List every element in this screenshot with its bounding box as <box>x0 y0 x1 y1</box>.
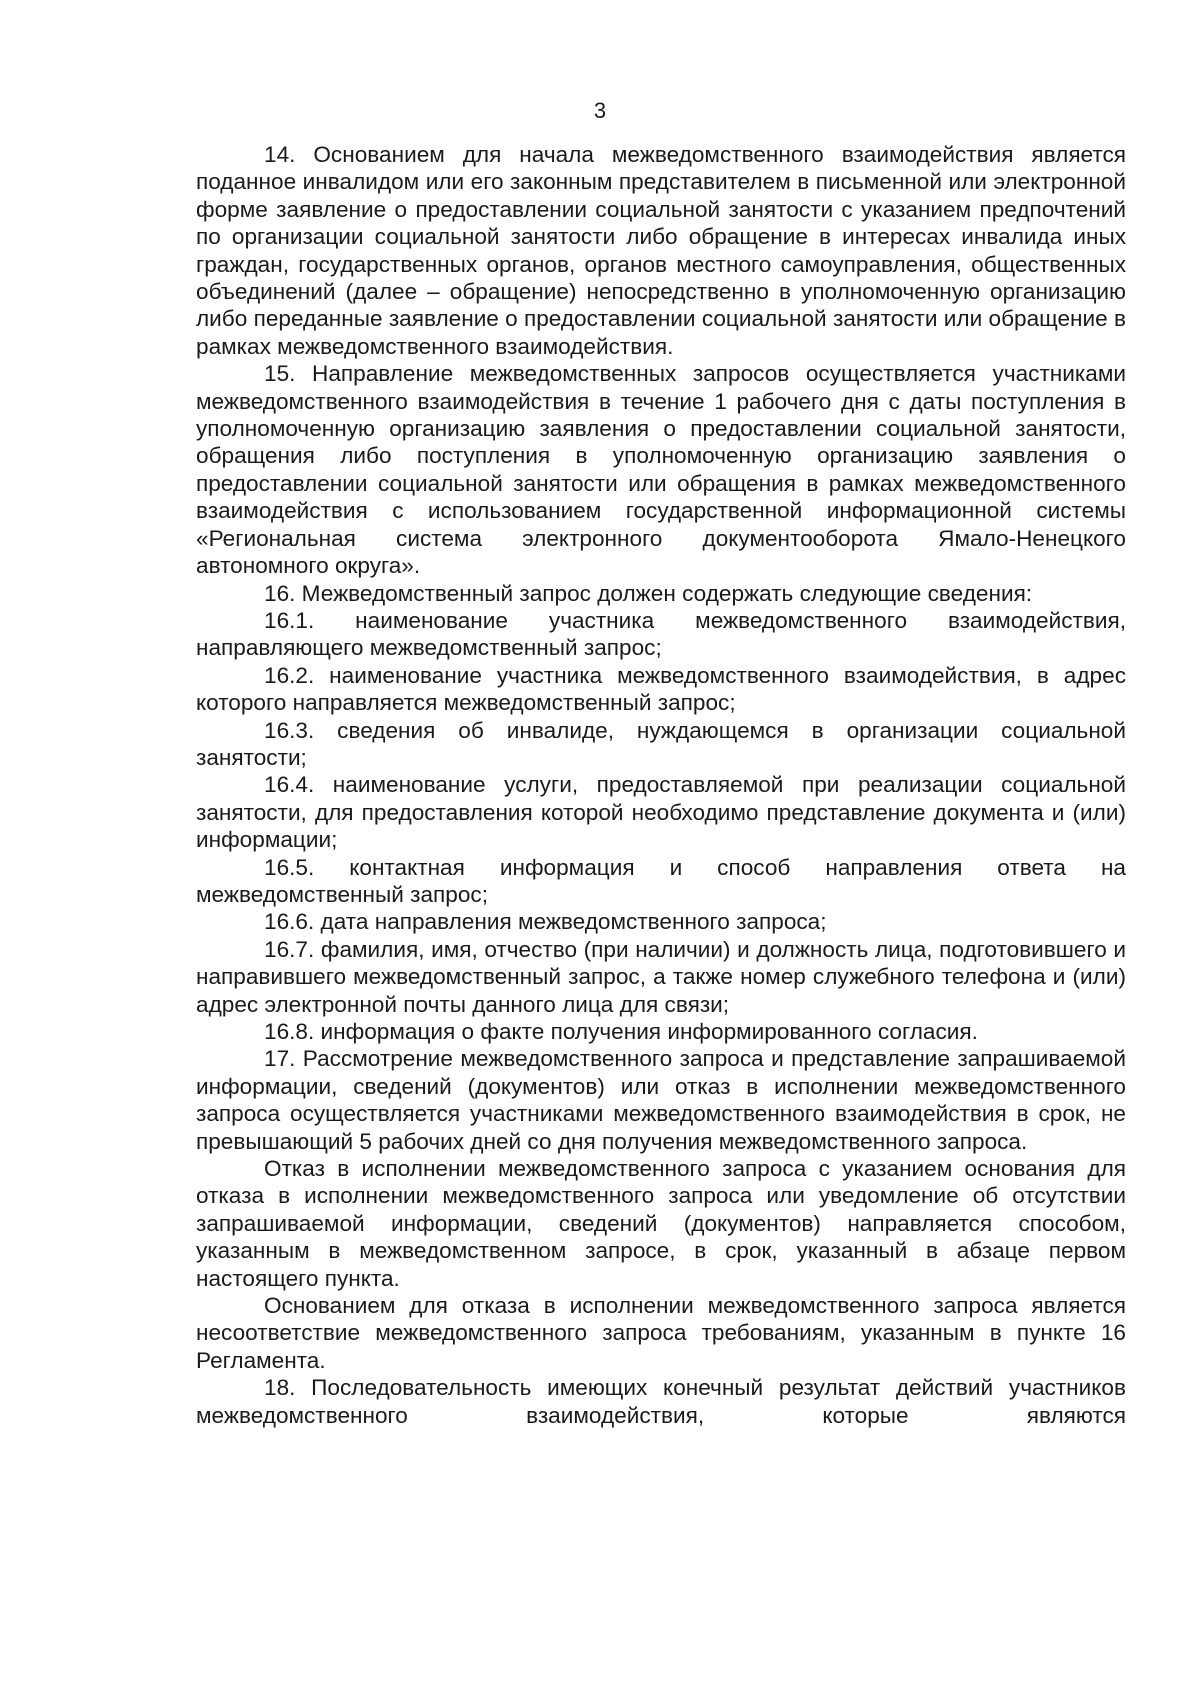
page-number: 3 <box>593 98 607 123</box>
paragraph-16-3: 16.3. сведения об инвалиде, нуждающемся в организации социальной занятости; <box>196 717 1126 770</box>
paragraph-16-4: 16.4. наименование услуги, предоставляемой при реализации социальной занятости, для предоставления которой необходимо представление документа и (или) информации; <box>196 772 1126 853</box>
paragraph-17-grounds: Основанием для отказа в исполнении межведомственного запроса является несоответствие межведомственного запроса требованиям, указанным в пункте 16 Регламента. <box>196 1293 1126 1373</box>
paragraph-15: 15. Направление межведомственных запросов осуществляется участниками межведомственного взаимодействия в течение 1 рабочего дня с даты поступления в уполномоченную организацию заявления о предоставлении социальной занятости, обращения либо поступления в уполномоченную организацию заявления о предоставлении социальной занятости или обращения в рамках межведомственного взаимодействия с использованием государственной информационной системы «Региональная система электронного документооборота Ямало-Ненецкого автономного округа». <box>196 361 1126 579</box>
paragraph-16-5: 16.5. контактная информация и способ направления ответа на межведомственный запрос; <box>196 854 1126 907</box>
paragraph-16-2: 16.2. наименование участника межведомственного взаимодействия, в адрес которого направляется межведомственный запрос; <box>196 662 1126 716</box>
paragraph-17: 17. Рассмотрение межведомственного запроса и представление запрашиваемой информации, сведений (документов) или отказ в исполнении межведомственного запроса осуществляется участниками межведомственного взаимодействия в срок, не превышающий 5 рабочих дней со дня получения межведомственного запроса. <box>196 1046 1126 1154</box>
paragraph-17-refusal: Отказ в исполнении межведомственного запроса с указанием основания для отказа в исполнении межведомственного запроса или уведомление об отсутствии запрашиваемой информации, сведений (документов) направляется способом, указанным в межведомственном запросе, в срок, указанный в абзаце первом настоящего пункта. <box>196 1156 1126 1291</box>
paragraph-16: 16. Межведомственный запрос должен содержать следующие сведения: <box>264 580 1033 606</box>
paragraph-14: 14. Основанием для начала межведомственного взаимодействия является поданное инвалидом или его законным представителем в письменной или электронной форме заявление о предоставлении социальной занятости с указанием предпочтений по организации социальной занятости либо обращение в интересах инвалида иных граждан, государственных органов, органов местного самоуправления, общественных объединений (далее – обращение) непосредственно в уполномоченную организацию либо переданные заявление о предоставлении социальной занятости или обращение в рамках межведомственного взаимодействия. <box>196 142 1126 359</box>
paragraph-18: 18. Последовательность имеющих конечный результат действий участников межведомственного взаимодействия, которые являются <box>196 1375 1126 1428</box>
document-body <box>196 141 1126 1429</box>
paragraph-16-7: 16.7. фамилия, имя, отчество (при наличии) и должность лица, подготовившего и направившего межведомственный запрос, а также номер служебного телефона и (или) адрес электронной почты данного лица для связи; <box>196 936 1126 1017</box>
paragraph-16-8: 16.8. информация о факте получения информированного согласия. <box>264 1019 978 1044</box>
paragraph-16-6: 16.6. дата направления межведомственного запроса; <box>264 909 827 935</box>
paragraph-16-1: 16.1. наименование участника межведомственного взаимодействия, направляющего межведомственный запрос; <box>196 607 1126 661</box>
